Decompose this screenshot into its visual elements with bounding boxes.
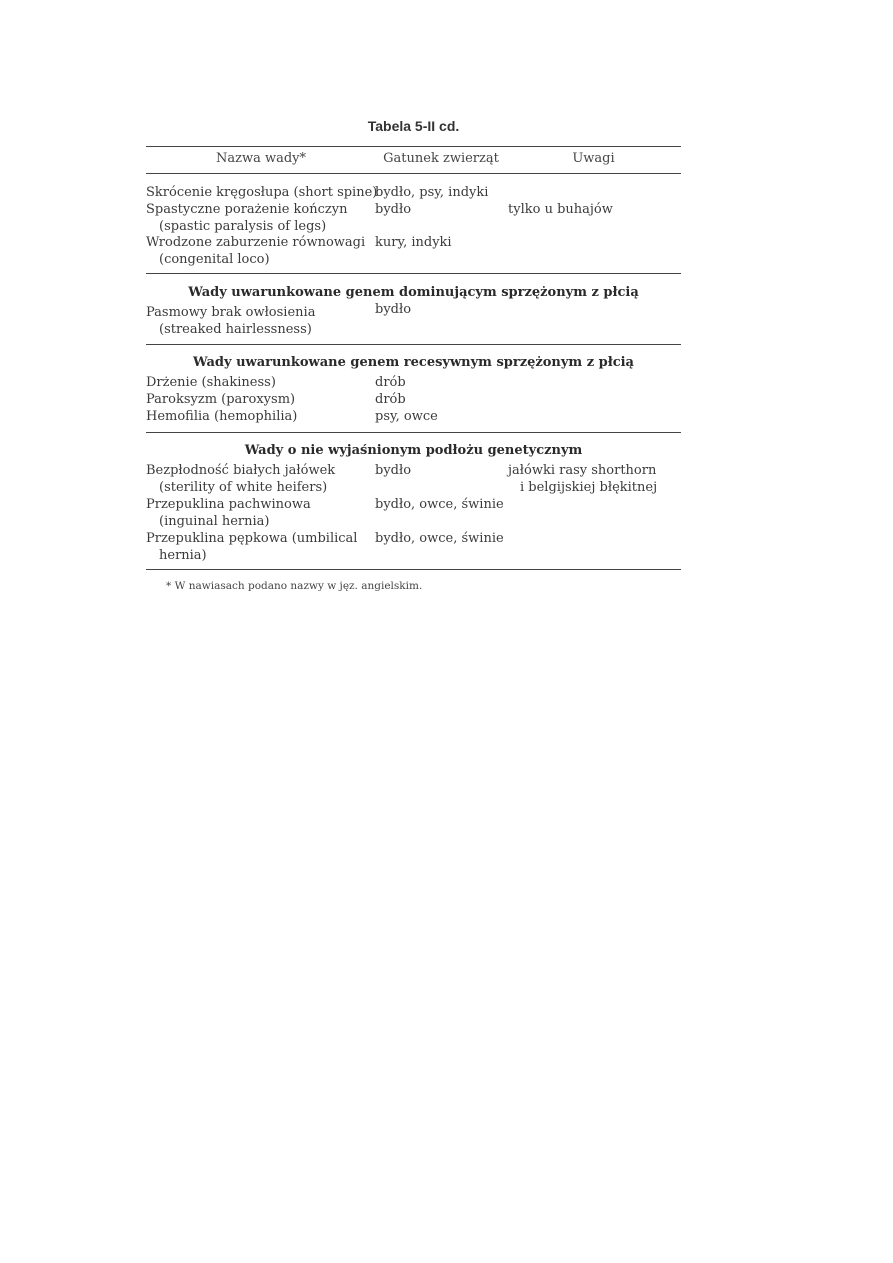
row-name-english: (sterility of white heifers) — [159, 480, 328, 495]
row-name-english: hernia) — [159, 548, 207, 563]
row-species: bydło — [375, 463, 412, 478]
footnote: * W nawiasach podano nazwy w jęz. angielskim. — [166, 580, 423, 592]
row-name-english: (inguinal hernia) — [159, 514, 270, 529]
row-name: Spastyczne porażenie kończyn — [146, 202, 348, 217]
section-rule — [146, 273, 681, 274]
section-heading: Wady uwarunkowane genem recesywnym sprzężonym z płcią — [193, 355, 634, 370]
row-species: kury, indyki — [375, 235, 452, 250]
row-species: bydło — [375, 202, 412, 217]
row-name: Paroksyzm (paroxysm) — [146, 392, 296, 407]
section-rule — [146, 344, 681, 345]
row-species: bydło — [375, 302, 412, 317]
header-name: Nazwa wady* — [215, 151, 307, 166]
row-name-english: (spastic paralysis of legs) — [159, 219, 327, 234]
row-species: drób — [375, 375, 406, 390]
row-species: drób — [375, 392, 406, 407]
header-rule — [146, 173, 681, 174]
row-name: Skrócenie kręgosłupa (short spine) — [146, 185, 378, 200]
row-name: Przepuklina pachwinowa — [146, 497, 311, 512]
row-name: Przepuklina pępkowa (umbilical — [146, 531, 358, 546]
row-species: psy, owce — [375, 409, 438, 424]
row-species: bydło, owce, świnie — [375, 497, 504, 512]
table-top-rule — [146, 146, 681, 147]
row-species: bydło, psy, indyki — [375, 185, 489, 200]
row-name: Pasmowy brak owłosienia — [146, 305, 316, 320]
row-name: Wrodzone zaburzenie równowagi — [146, 235, 366, 250]
section-heading: Wady uwarunkowane genem dominującym sprzężonym z płcią — [188, 285, 639, 300]
row-notes: jałówki rasy shorthorn — [508, 463, 657, 478]
row-name-english: (congenital loco) — [159, 252, 270, 267]
row-name: Drżenie (shakiness) — [146, 375, 276, 390]
header-species: Gatunek zwierząt — [383, 151, 499, 166]
row-species: bydło, owce, świnie — [375, 531, 504, 546]
table-title: Tabela 5-II cd. — [367, 118, 460, 134]
row-name-english: (streaked hairlessness) — [159, 322, 312, 337]
section-heading: Wady o nie wyjaśnionym podłożu genetycznym — [244, 443, 583, 458]
table-bottom-rule — [146, 569, 681, 570]
section-rule — [146, 432, 681, 433]
row-notes-continued: i belgijskiej błękitnej — [520, 480, 658, 495]
header-notes: Uwagi — [572, 151, 615, 166]
row-name: Hemofilia (hemophilia) — [146, 409, 298, 424]
row-notes: tylko u buhajów — [508, 202, 613, 217]
row-name: Bezpłodność białych jałówek — [146, 463, 336, 478]
